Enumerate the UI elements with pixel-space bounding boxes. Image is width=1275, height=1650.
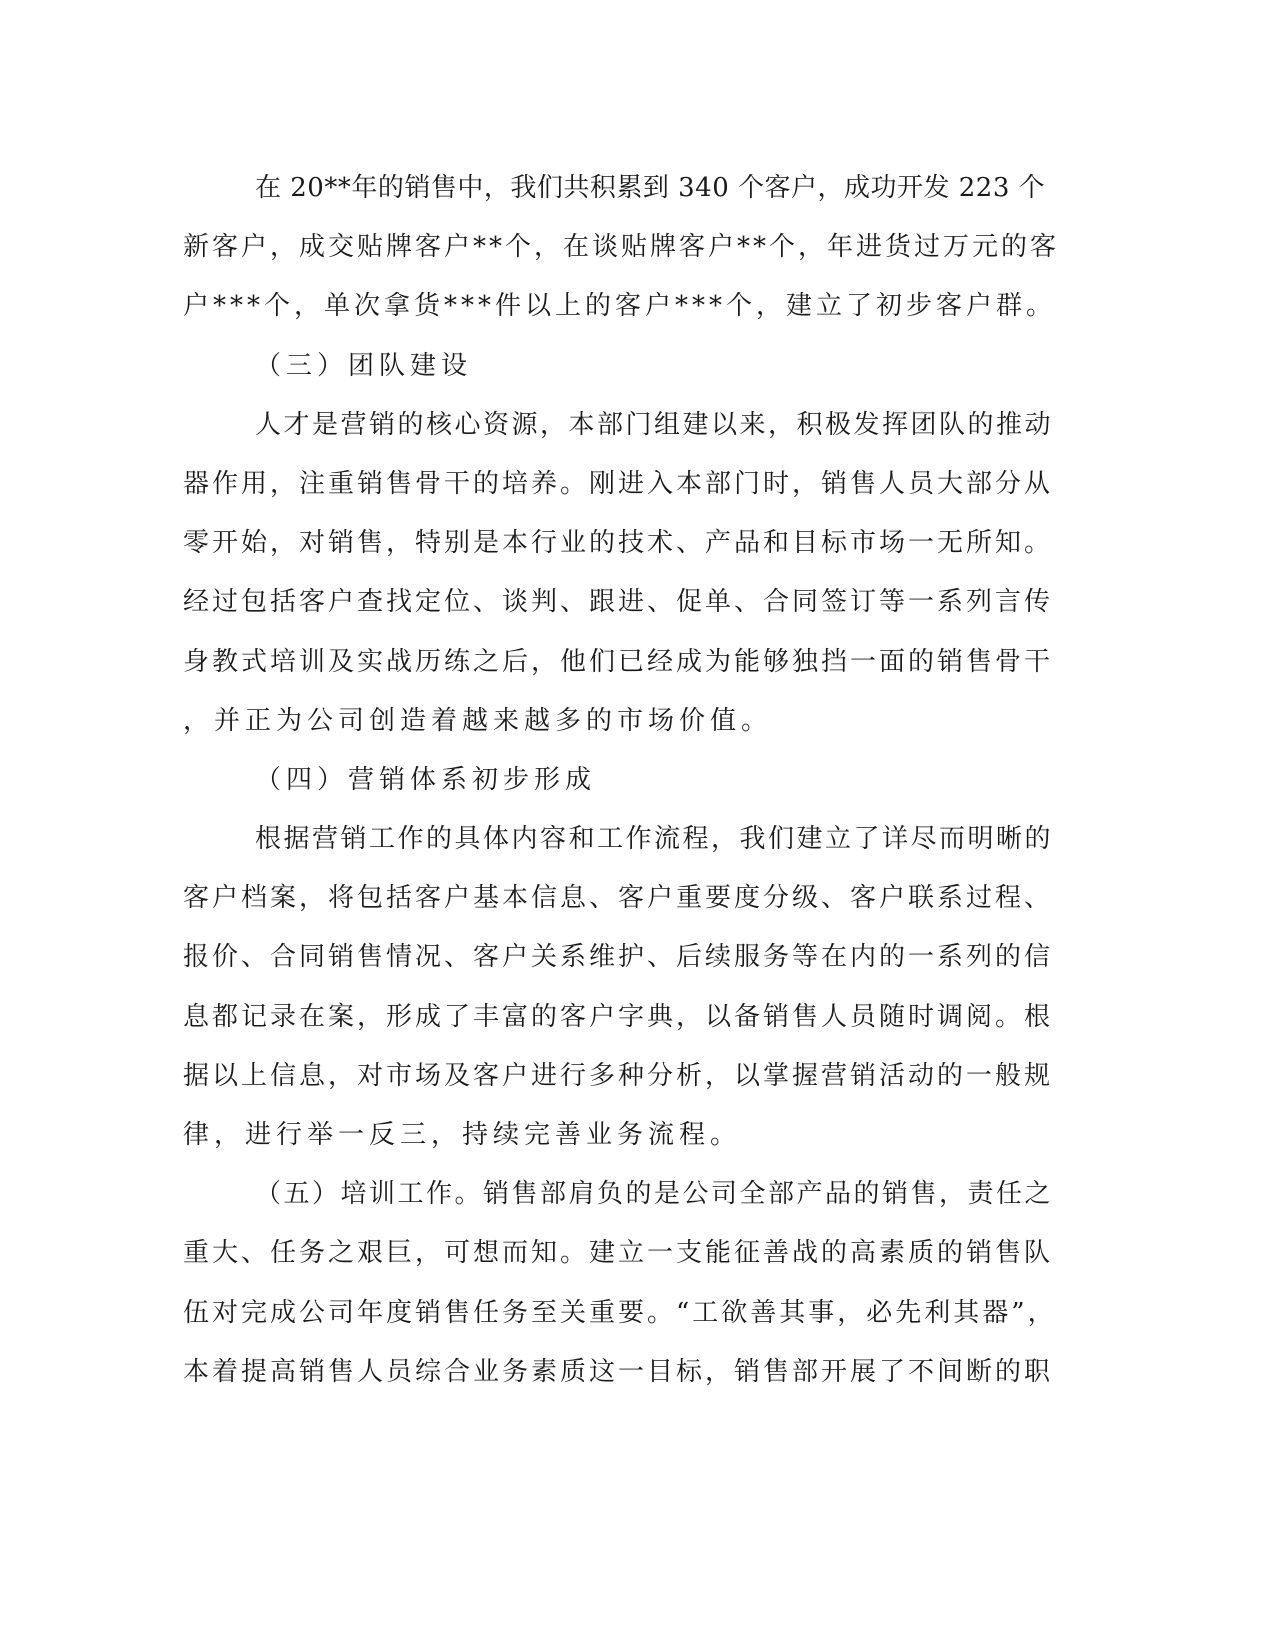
text-line: 律，进行举一反三，持续完善业务流程。 xyxy=(183,1120,742,1150)
text-line: 客户档案，将包括客户基本信息、客户重要度分级、客户联系过程、 xyxy=(183,883,1054,914)
section-heading: （四）营销体系初步形成 xyxy=(255,764,597,795)
text-line: 息都记录在案，形成了丰富的客户字典，以备销售人员随时调阅。根 xyxy=(183,1001,1054,1032)
text-line: 在 20**年的销售中，我们共积累到 340 个客户，成功开发 223 个 xyxy=(255,173,1046,203)
text-line: 伍对完成公司年度销售任务至关重要。“工欲善其事，必先利其器”， xyxy=(183,1297,1057,1328)
text-line: 人才是营销的核心资源，本部门组建以来，积极发挥团队的推动 xyxy=(255,409,1054,440)
text-line: 零开始，对销售，特别是本行业的技术、产品和目标市场一无所知。 xyxy=(183,528,1054,559)
text-line: 重大、任务之艰巨，可想而知。建立一支能征善战的高素质的销售队 xyxy=(183,1238,1054,1269)
section-heading: （五）培训工作。销售部肩负的是公司全部产品的销售，责任之 xyxy=(255,1179,1054,1210)
text-line: 报价、合同销售情况、客户关系维护、后续服务等在内的一系列的信 xyxy=(183,942,1054,973)
text-line: 本着提高销售人员综合业务素质这一目标，销售部开展了不间断的职 xyxy=(183,1356,1054,1387)
section-heading: （三）团队建设 xyxy=(255,350,473,381)
text-line: 据以上信息，对市场及客户进行多种分析，以掌握营销活动的一般规 xyxy=(183,1060,1054,1091)
text-line: 身教式培训及实战历练之后，他们已经成为能够独挡一面的销售骨干 xyxy=(183,646,1054,677)
document-page xyxy=(183,159,1063,1402)
text-line: 经过包括客户查找定位、谈判、跟进、促单、合同签订等一系列言传 xyxy=(183,587,1054,618)
text-line: 器作用，注重销售骨干的培养。刚进入本部门时，销售人员大部分从 xyxy=(183,468,1054,499)
text-line: 新客户，成交贴牌客户**个，在谈贴牌客户**个，年进货过万元的客 xyxy=(183,232,1060,263)
text-line: 根据营销工作的具体内容和工作流程，我们建立了详尽而明晰的 xyxy=(255,824,1054,855)
text-line: 户***个，单次拿货***件以上的客户***个，建立了初步客户群。 xyxy=(183,291,1057,322)
text-line: ，并正为公司创造着越来越多的市场价值。 xyxy=(183,705,773,736)
